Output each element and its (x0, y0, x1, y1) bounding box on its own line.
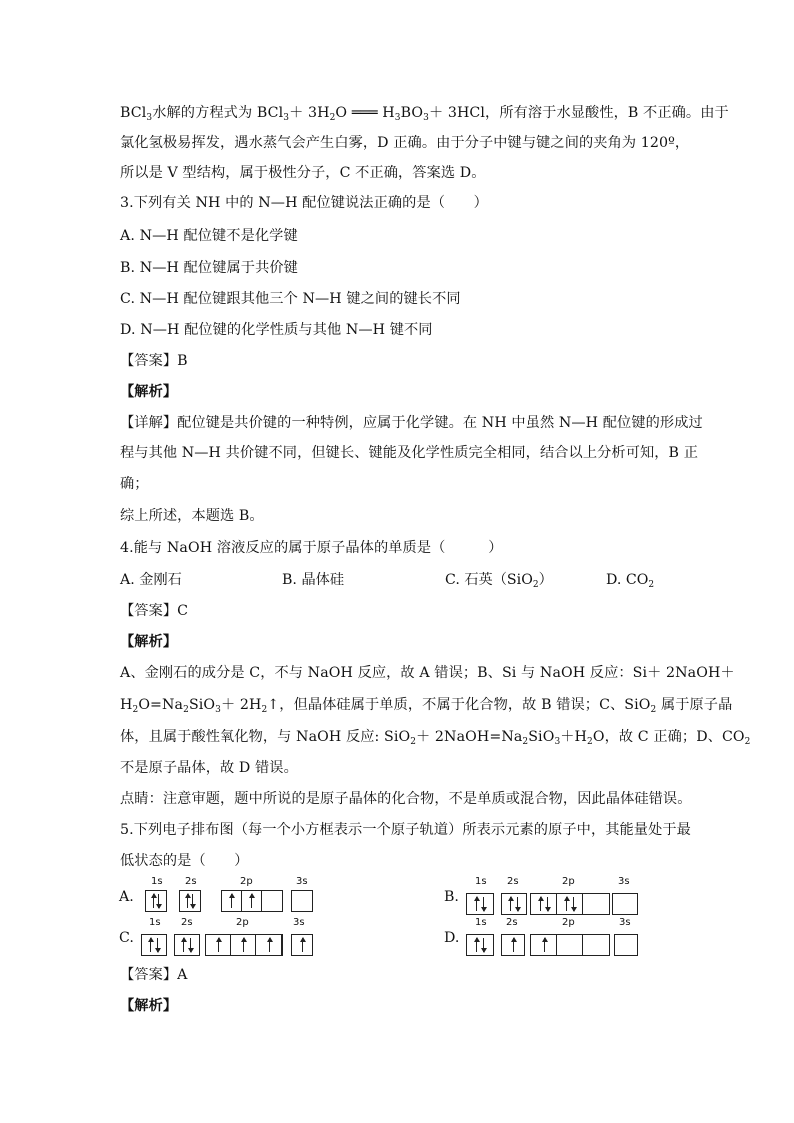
text-line: 体，且属于酸性氧化物，与 NaOH 反应: $SiO_2+ 2NaOH=Na_2SiO_3+H_2O$，故 C 正确；D、$CO_2$ (120, 729, 751, 747)
text-line: 确； (120, 476, 149, 492)
option-d-label: D. (444, 930, 460, 946)
orbital-label: 2p (562, 876, 575, 887)
answer-label: 【答案】C (120, 603, 189, 619)
orbital-label: 2p (562, 917, 575, 928)
question-stem: 低状态的是（ ） (120, 853, 249, 869)
text-line: 【详解】配位键是共价键的一种特例，应属于化学键。在 NH 中虽然 N—H 配位键的形成过 (120, 415, 703, 431)
option-a-label: A. (119, 889, 134, 905)
option-b: B. N—H 配位键属于共价键 (120, 260, 298, 276)
text-line: 综上所述，本题选 B。 (120, 508, 264, 524)
orbital-label: 1s (149, 917, 161, 928)
option-a: A. N—H 配位键不是化学键 (120, 228, 298, 244)
text-line: 所以是 V 型结构，属于极性分子，C 不正确，答案选 D。 (120, 165, 486, 181)
text-line: 氯化氢极易挥发，遇水蒸气会产生白雾，D 正确。由于分子中键与键之间的夹角为 120º， (120, 135, 690, 151)
analysis-label: 【解析】 (120, 384, 178, 400)
note: 点睛：注意审题，题中所说的是原子晶体的化合物，不是单质或混合物，因此晶体硅错误。 (120, 791, 692, 807)
orbital-label: 3s (296, 876, 308, 887)
option-b: B. 晶体硅 (282, 572, 345, 588)
option-d: D. $CO_2$ (606, 572, 655, 590)
orbital-label: 2p (240, 876, 253, 887)
text-line: 程与其他 N—H 共价键不同，但键长、键能及化学性质完全相同，结合以上分析可知，B 正 (120, 445, 698, 461)
orbital-label: 3s (618, 876, 630, 887)
orbital-label: 3s (619, 917, 631, 928)
orbital-label: 2s (507, 876, 519, 887)
orbital-label: 2p (236, 917, 249, 928)
answer-label: 【答案】A (120, 967, 188, 983)
text-line: A、金刚石的成分是 C，不与 NaOH 反应，故 A 错误；B、Si 与 NaOH 反应：Si＋ 2NaOH＋ (120, 665, 735, 681)
orbital-label: 2s (181, 917, 193, 928)
orbital-label: 1s (475, 917, 487, 928)
orbital-label: 2s (185, 876, 197, 887)
option-a: A. 金刚石 (120, 572, 182, 588)
option-d: D. N—H 配位键的化学性质与其他 N—H 键不同 (120, 322, 433, 338)
option-c-label: C. (119, 930, 134, 946)
option-b-label: B. (444, 889, 459, 905)
option-c: C. 石英（SiO$_2$） (445, 572, 553, 590)
question-stem: 5.下列电子排布图（每一个小方框表示一个原子轨道）所表示元素的原子中，其能量处于最 (120, 822, 691, 838)
orbital-label: 1s (475, 876, 487, 887)
answer-label: 【答案】B (120, 353, 188, 369)
question-stem: 3.下列有关 NH 中的 N—H 配位键说法正确的是（ ） (120, 195, 488, 211)
orbital-label: 1s (151, 876, 163, 887)
question-stem: 4.能与 NaOH 溶液反应的属于原子晶体的单质是（ ） (120, 540, 503, 556)
text-line: $H_2O=Na_2SiO_3+$ $2H_2↑$，但晶体硅属于单质，不属于化合物，故 B 错误；C、SiO$_2$ 属于原子晶 (120, 697, 733, 715)
text-line: BCl$_3$水解的方程式为 $BCl_3+ 3H_2O$ ═══ $H_3BO_3+ 3HCl$，所有溶于水显酸性，B 不正确。由于 (120, 105, 729, 123)
orbital-label: 3s (293, 917, 305, 928)
text-line: 不是原子晶体，故 D 错误。 (120, 760, 298, 776)
option-c: C. N—H 配位键跟其他三个 N—H 键之间的键长不同 (120, 291, 461, 307)
analysis-label: 【解析】 (120, 634, 178, 650)
orbital-label: 2s (506, 917, 518, 928)
analysis-label: 【解析】 (120, 998, 178, 1014)
